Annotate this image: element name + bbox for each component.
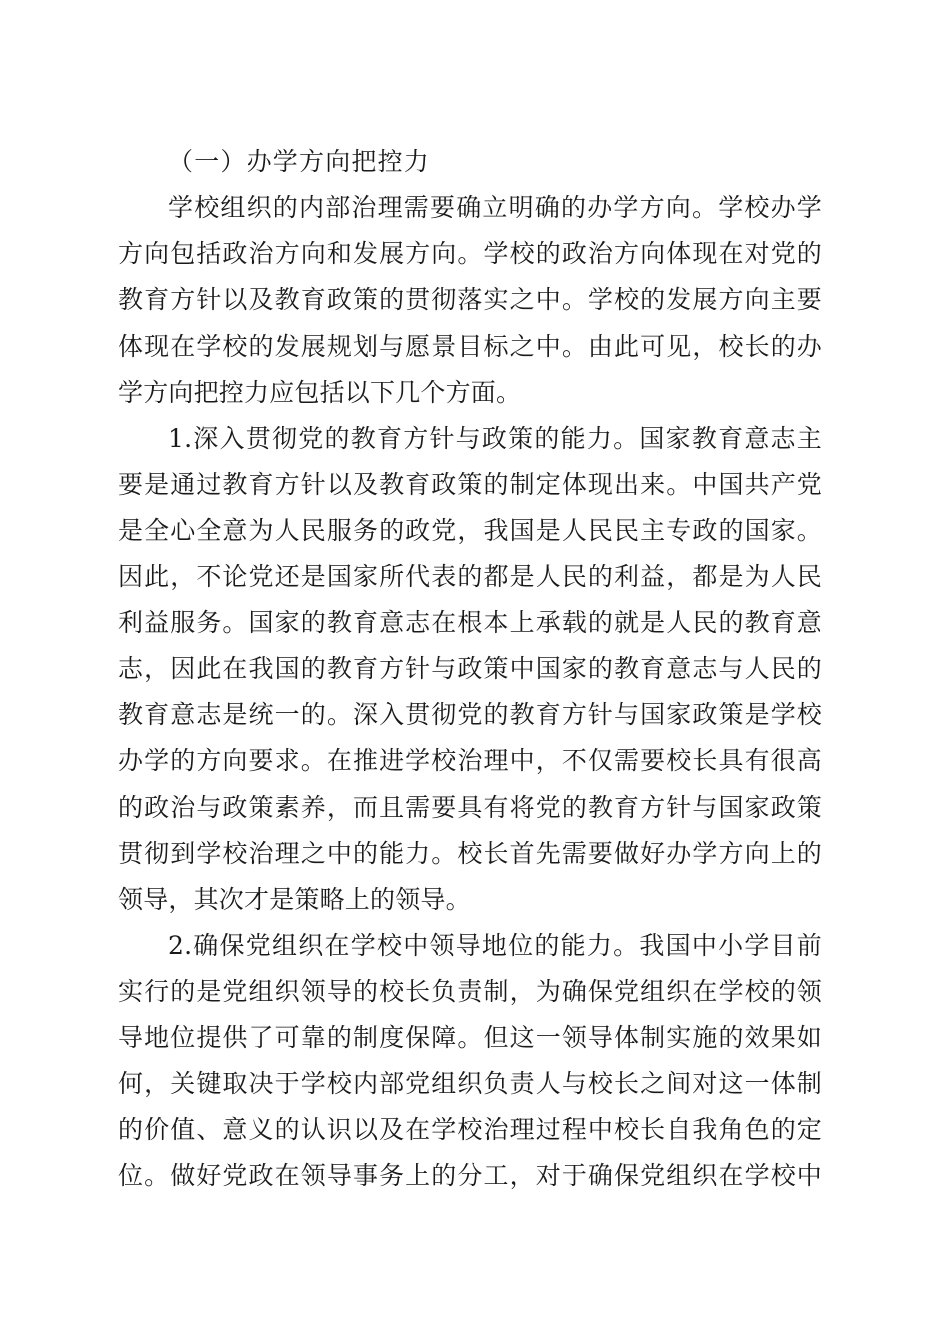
paragraph-3-line-2: 实行的是党组织领导的校长负责制，为确保党组织在学校的领 bbox=[118, 977, 822, 1006]
paragraph-1-line-1: 学校组织的内部治理需要确立明确的办学方向。学校办学 bbox=[168, 193, 822, 222]
paragraph-2-line-1: 1.深入贯彻党的教育方针与政策的能力。国家教育意志主 bbox=[168, 424, 822, 453]
section-heading: （一）办学方向把控力 bbox=[168, 147, 431, 176]
paragraph-3-line-6: 位。做好党政在领导事务上的分工，对于确保党组织在学校中 bbox=[118, 1161, 822, 1190]
paragraph-1-line-5: 学方向把控力应包括以下几个方面。 bbox=[118, 378, 522, 407]
paragraph-2-line-9: 的政治与政策素养，而且需要具有将党的教育方针与国家政策 bbox=[118, 793, 822, 822]
paragraph-2-line-11: 领导，其次才是策略上的领导。 bbox=[118, 885, 471, 914]
paragraph-2-line-2: 要是通过教育方针以及教育政策的制定体现出来。中国共产党 bbox=[118, 470, 822, 499]
paragraph-3-line-5: 的价值、意义的认识以及在学校治理过程中校长自我角色的定 bbox=[118, 1115, 822, 1144]
paragraph-2-line-5: 利益服务。国家的教育意志在根本上承载的就是人民的教育意 bbox=[118, 608, 822, 637]
paragraph-2-line-8: 办学的方向要求。在推进学校治理中，不仅需要校长具有很高 bbox=[118, 746, 822, 775]
paragraph-2-line-7: 教育意志是统一的。深入贯彻党的教育方针与国家政策是学校 bbox=[118, 700, 822, 729]
paragraph-1-line-4: 体现在学校的发展规划与愿景目标之中。由此可见，校长的办 bbox=[118, 332, 822, 361]
paragraph-1-line-2: 方向包括政治方向和发展方向。学校的政治方向体现在对党的 bbox=[118, 239, 822, 268]
paragraph-1-line-3: 教育方针以及教育政策的贯彻落实之中。学校的发展方向主要 bbox=[118, 285, 822, 314]
paragraph-2-line-6: 志，因此在我国的教育方针与政策中国家的教育意志与人民的 bbox=[118, 654, 822, 683]
paragraph-3-line-3: 导地位提供了可靠的制度保障。但这一领导体制实施的效果如 bbox=[118, 1023, 822, 1052]
paragraph-2-line-4: 因此，不论党还是国家所代表的都是人民的利益，都是为人民 bbox=[118, 562, 822, 591]
paragraph-3-line-1: 2.确保党组织在学校中领导地位的能力。我国中小学目前 bbox=[168, 931, 822, 960]
paragraph-3-line-4: 何，关键取决于学校内部党组织负责人与校长之间对这一体制 bbox=[118, 1069, 822, 1098]
paragraph-2-line-10: 贯彻到学校治理之中的能力。校长首先需要做好办学方向上的 bbox=[118, 839, 822, 868]
paragraph-2-line-3: 是全心全意为人民服务的政党，我国是人民民主专政的国家。 bbox=[118, 516, 822, 545]
